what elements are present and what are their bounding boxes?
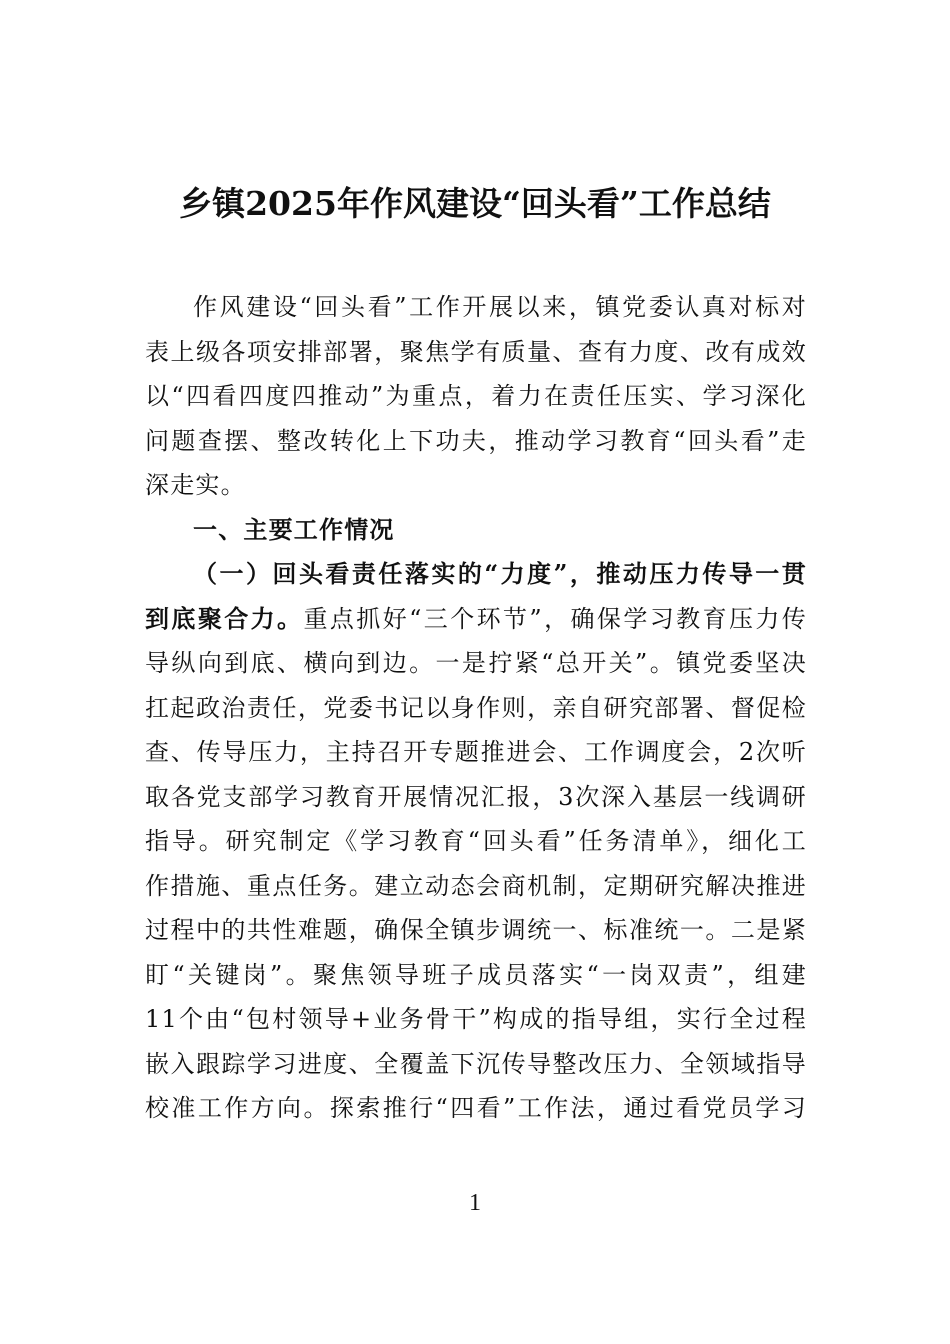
paragraph-text: 重点抓好“三个环节”，确保学习教育压力传 xyxy=(303,604,807,633)
section-heading: 一、主要工作情况 xyxy=(193,515,395,544)
document-title: 乡镇2025年作风建设“回头看”工作总结 xyxy=(179,184,771,223)
paragraph-line xyxy=(145,597,807,642)
paragraph-line: 作风建设“回头看”工作开展以来，镇党委认真对标对 xyxy=(193,293,807,321)
paragraph-line: 导纵向到底、横向到边。一是拧紧“总开关”。镇党委坚决 xyxy=(145,649,807,677)
paragraph-line: 以“四看四度四推动”为重点，着力在责任压实、学习深化 xyxy=(145,382,807,410)
paragraph-line: 指导。研究制定《学习教育“回头看”任务清单》，细化工 xyxy=(145,827,807,855)
document-body xyxy=(145,285,807,1131)
paragraph-line: 11个由“包村领导+业务骨干”构成的指导组，实行全过程 xyxy=(145,1005,807,1033)
paragraph-line: 过程中的共性难题，确保全镇步调统一、标准统一。二是紧 xyxy=(145,916,807,944)
paragraph-line: 嵌入跟踪学习进度、全覆盖下沉传导整改压力、全领域指导 xyxy=(145,1049,807,1078)
subsection-heading: （一）回头看责任落实的“力度”，推动压力传导一贯 xyxy=(193,559,807,588)
paragraph-line: 深走实。 xyxy=(145,471,246,499)
paragraph-line: 取各党支部学习教育开展情况汇报，3次深入基层一线调研 xyxy=(145,782,807,811)
subsection-heading-tail: 到底聚合力。 xyxy=(145,603,304,633)
paragraph-line: 校准工作方向。探索推行“四看”工作法，通过看党员学习 xyxy=(145,1094,807,1122)
paragraph-line: 作措施、重点任务。建立动态会商机制，定期研究解决推进 xyxy=(145,871,807,900)
paragraph-line: 盯“关键岗”。聚焦领导班子成员落实“一岗双责”，组建 xyxy=(145,960,807,989)
paragraph-line: 问题查摆、整改转化上下功夫，推动学习教育“回头看”走 xyxy=(145,426,807,455)
paragraph-line: 表上级各项安排部署，聚焦学有质量、查有力度、改有成效 xyxy=(145,337,807,366)
paragraph-line: 扛起政治责任，党委书记以身作则，亲自研究部署、督促检 xyxy=(145,693,807,722)
page-number: 1 xyxy=(469,1190,481,1216)
paragraph-line: 查、传导压力，主持召开专题推进会、工作调度会，2次听 xyxy=(145,738,807,766)
